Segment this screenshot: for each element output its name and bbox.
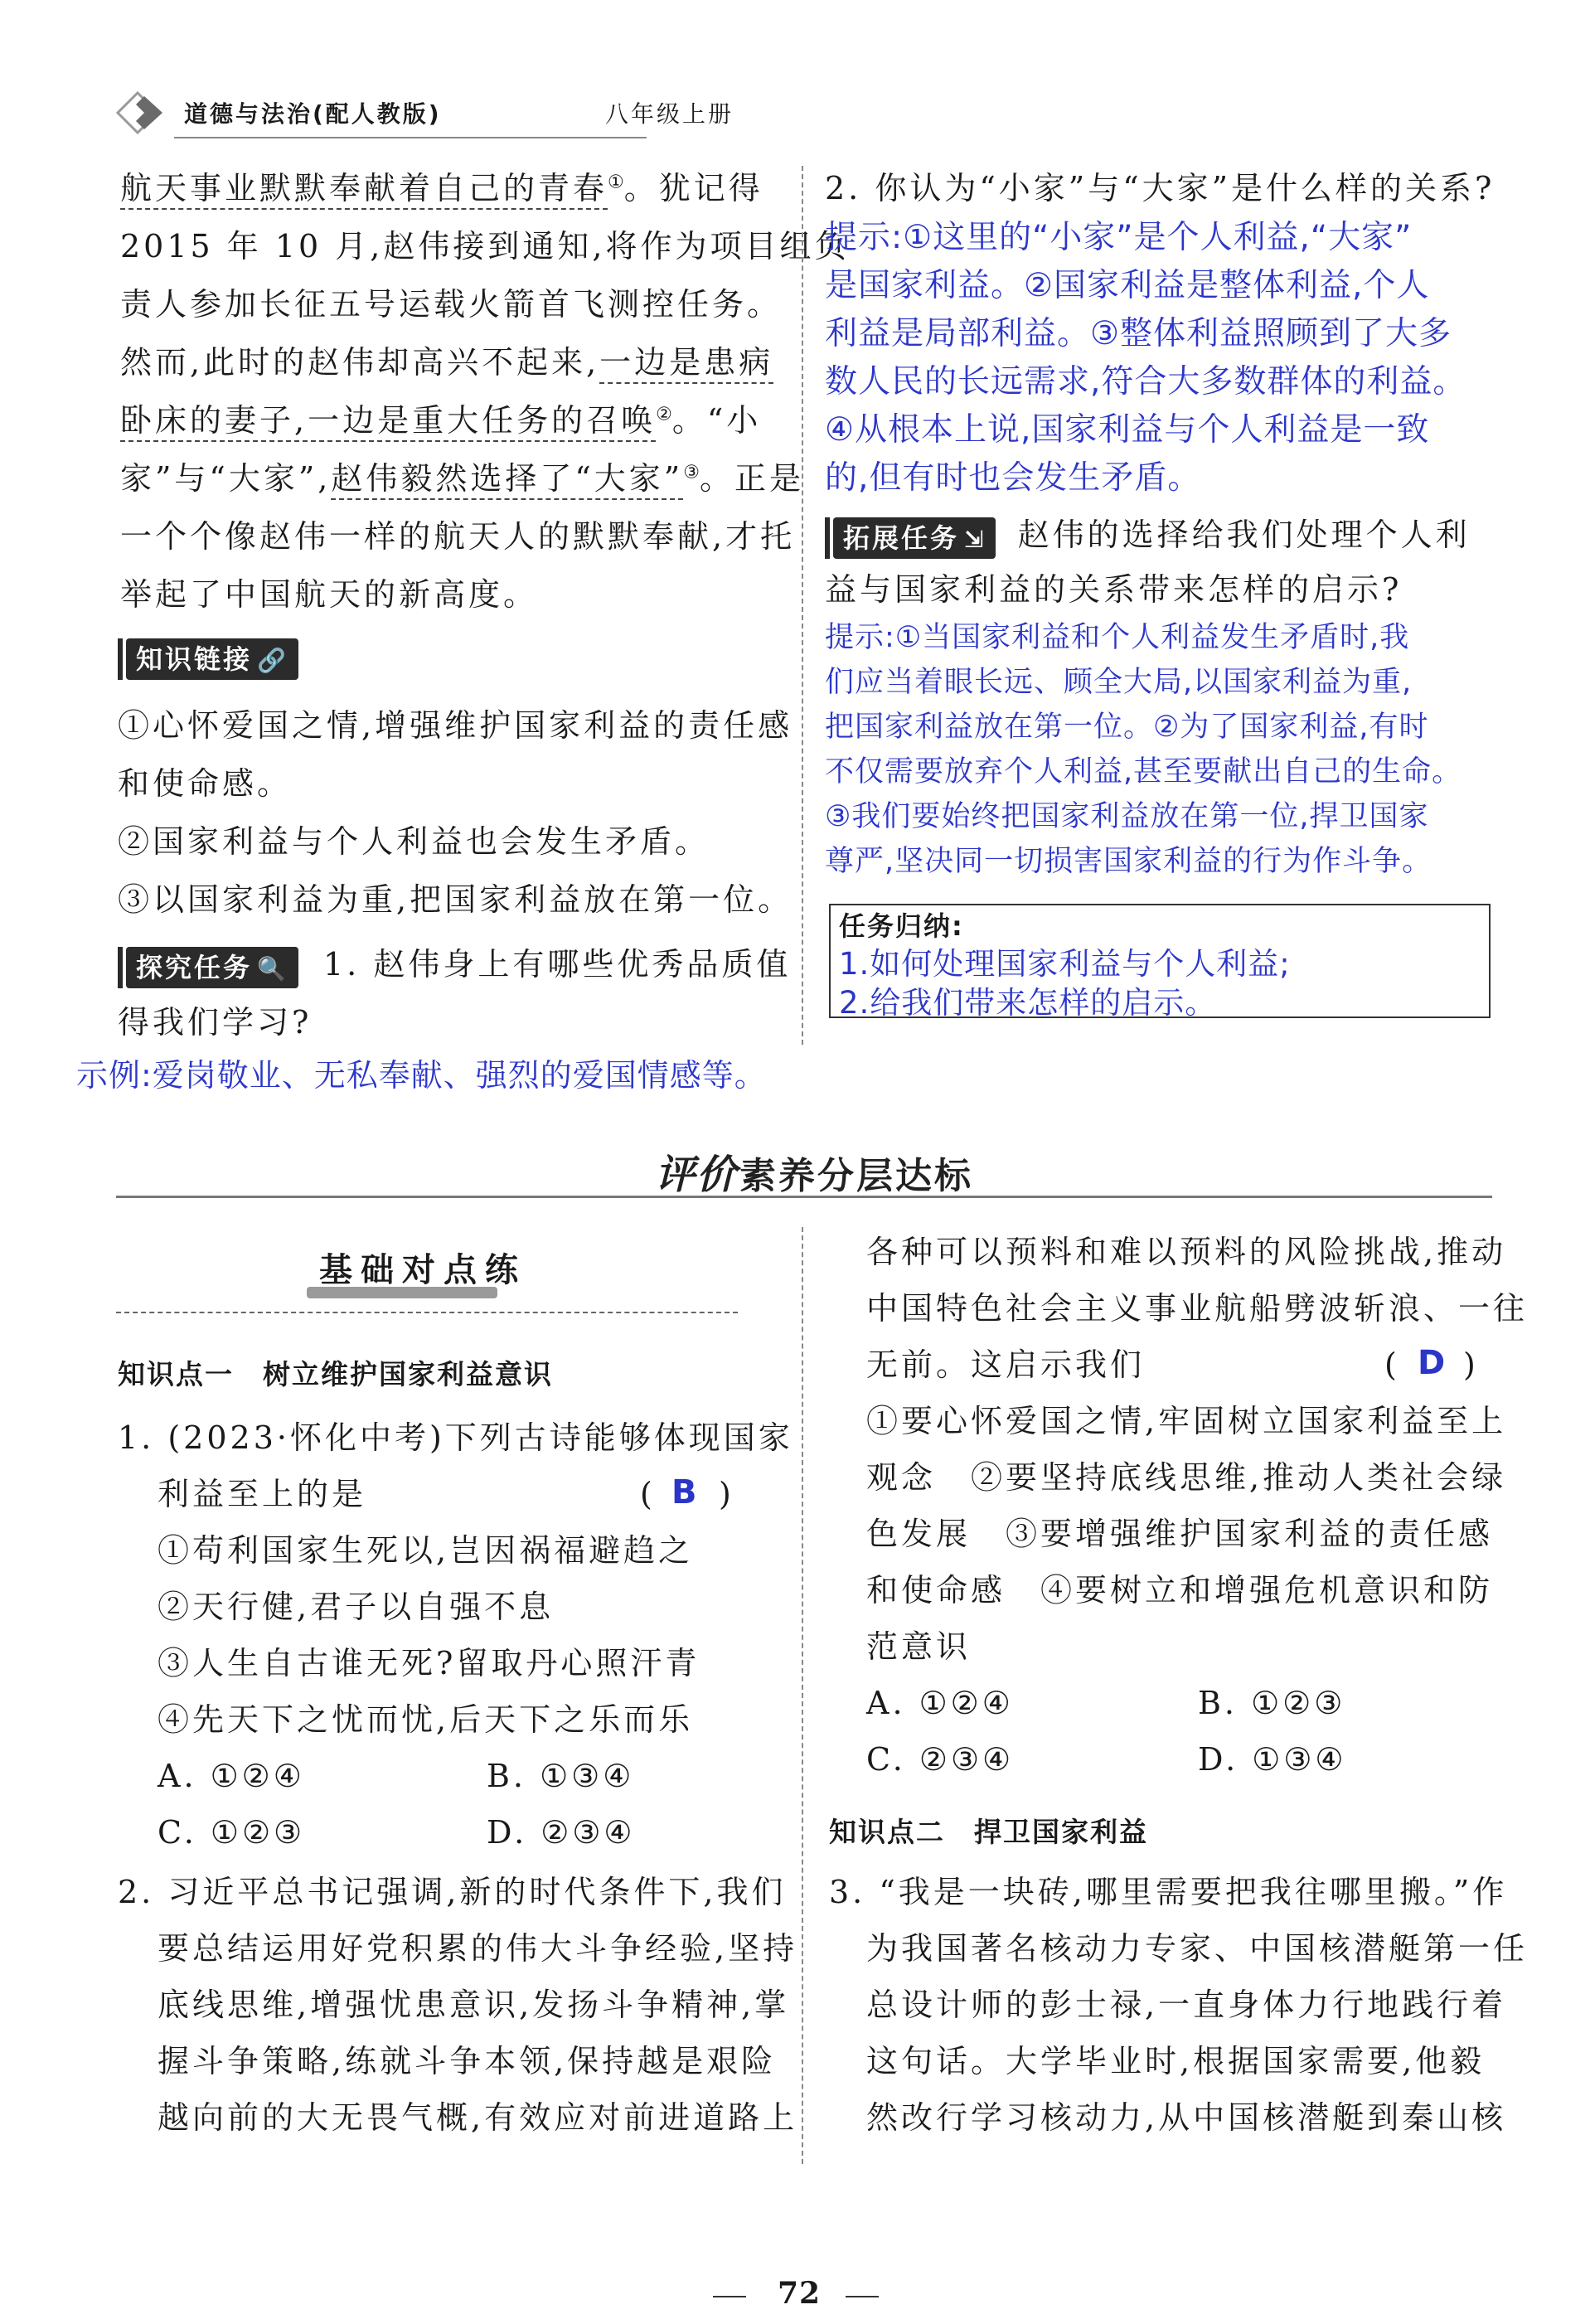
story-line: 航天事业默默奉献着自己的青春①。犹记得 xyxy=(120,159,800,217)
q1-block xyxy=(118,1409,793,1861)
extend-answer-line: 不仅需要放弃个人利益,甚至要献出自己的生命。 xyxy=(825,755,1462,788)
extend-answer-line: 把国家利益放在第一位。②为了国家利益,有时 xyxy=(825,711,1429,744)
story-line: 卧床的妻子,一边是重大任务的召唤②。“小 xyxy=(120,391,800,449)
q3-block xyxy=(829,1864,1529,2146)
knowledge-line: 和使命感。 xyxy=(118,765,293,802)
header-diamond-icon xyxy=(116,91,166,134)
story-line: 家”与“大家”,赵伟毅然选择了“大家”③。正是 xyxy=(120,449,800,507)
story-line: 2015 年 10 月,赵伟接到通知,将作为项目组负 xyxy=(120,228,850,264)
tag-accent xyxy=(118,947,123,988)
q2-line: 中国特色社会主义事业航船劈波斩浪、一往 xyxy=(866,1290,1529,1327)
story-line: 责人参加长征五号运载火箭首飞测控任务。 xyxy=(120,286,783,323)
explore-task-tag: 探究任务 🔍 xyxy=(126,947,298,988)
q2-option-line: 和使命感 ④要树立和增强危机意识和防 xyxy=(866,1572,1494,1608)
q2-option-line: 观念 ②要坚持底线思维,推动人类社会绿 xyxy=(866,1459,1507,1496)
q1-line: 利益至上的是 ( B ) xyxy=(118,1466,789,1522)
q2-choice-a: A. ①②④ xyxy=(866,1685,1014,1721)
q2-option-line: ①要心怀爱国之情,牢固树立国家利益至上 xyxy=(866,1403,1507,1439)
q2-option-line: 色发展 ③要增强维护国家利益的责任感 xyxy=(866,1516,1494,1552)
q1-option-text: ①苟利国家生死以,岂因祸福避趋之 xyxy=(158,1532,694,1569)
q1-choice-b: B. ①③④ xyxy=(487,1758,635,1794)
explore-task-line1: 探究任务 🔍 1. 赵伟身上有哪些优秀品质值 xyxy=(118,935,797,993)
q2-block-right xyxy=(829,1224,1529,1788)
knowledge-link-tag-row xyxy=(118,638,797,688)
q3-line: 这句话。大学毕业时,根据国家需要,他毅 xyxy=(866,2043,1486,2079)
header-title: 道德与法治(配人教版) xyxy=(184,100,442,128)
extend-answer-line: 尊严,坚决同一切损害国家利益的行为作斗争。 xyxy=(825,845,1432,878)
extend-task xyxy=(825,506,1538,884)
knowledge-line: ③以国家利益为重,把国家利益放在第一位。 xyxy=(118,881,793,918)
link-icon: 🔗 xyxy=(257,647,288,674)
q2-choices-row xyxy=(829,1675,1525,1731)
q1-option-text: ②天行健,君子以自强不息 xyxy=(158,1589,555,1625)
search-icon: 🔍 xyxy=(257,954,288,982)
practice-heading: 基础对点练 xyxy=(319,1251,526,1289)
extend-task-line2: 益与国家利益的关系带来怎样的启示? xyxy=(825,571,1403,608)
kp2-title: 知识点二 捍卫国家利益 xyxy=(829,1816,1148,1848)
extend-task-tag: 拓展任务 ⇲ xyxy=(833,517,996,559)
footer-dash-right xyxy=(846,2296,879,2297)
q2-choices-row xyxy=(829,1731,1525,1788)
q2-answer-line: 利益是局部利益。③整体利益照顾到了大多 xyxy=(825,315,1452,352)
q1-choices-row xyxy=(118,1804,789,1861)
footer-dash-left xyxy=(713,2296,746,2297)
q2-answer-line: ④从根本上说,国家利益与个人利益是一致 xyxy=(825,411,1430,449)
q1-choices-row xyxy=(118,1748,789,1804)
q2-answer: D xyxy=(1418,1344,1449,1382)
q3-line: 总设计师的彭士禄,一直身体力行地践行着 xyxy=(866,1987,1507,2023)
heading-rule xyxy=(116,1312,738,1313)
q2-block-left xyxy=(118,1864,798,2146)
knowledge-line: ①心怀爱国之情,增强维护国家利益的责任感 xyxy=(118,707,793,744)
q1-answer: B xyxy=(671,1473,700,1511)
q2-choice-d: D. ①③④ xyxy=(1198,1741,1347,1778)
header-grade: 八年级上册 xyxy=(605,100,734,128)
q2-line: 2. 习近平总书记强调,新的时代条件下,我们 xyxy=(118,1874,787,1910)
summary-box xyxy=(829,904,1491,1021)
explore-task-line2: 得我们学习? xyxy=(118,1004,313,1041)
q1-choice-d: D. ②③④ xyxy=(487,1814,636,1851)
q3-line: 然改行学习核动力,从中国核潜艇到秦山核 xyxy=(866,2099,1507,2136)
q2-answer-line: 是国家利益。②国家利益是整体利益,个人 xyxy=(825,267,1430,304)
q2-line: 握斗争策略,练就斗争本领,保持越是艰险 xyxy=(158,2043,777,2079)
q2-line: 各种可以预料和难以预料的风险挑战,推动 xyxy=(866,1234,1507,1270)
q2-line: 无前。这启示我们 ( D ) xyxy=(829,1337,1525,1393)
header-rule xyxy=(174,137,647,138)
q3-line: 为我国著名核动力专家、中国核潜艇第一任 xyxy=(866,1930,1529,1967)
q2-choice-c: C. ②③④ xyxy=(866,1741,1015,1778)
q1-choice-c: C. ①②③ xyxy=(158,1814,306,1851)
banner-label: 评价 xyxy=(655,1152,739,1198)
explore-task xyxy=(118,935,797,1051)
kp1-title: 知识点一 树立维护国家利益意识 xyxy=(118,1358,553,1390)
knowledge-link xyxy=(118,638,797,929)
story-line: 举起了中国航天的新高度。 xyxy=(120,576,539,613)
right-q2 xyxy=(825,163,1538,502)
q2-answer-line: 的,但有时也会发生矛盾。 xyxy=(825,459,1201,497)
extend-task-line1: 拓展任务 ⇲ 赵伟的选择给我们处理个人利 xyxy=(825,506,1538,564)
q2-line: 越向前的大无畏气概,有效应对前进道路上 xyxy=(158,2099,798,2136)
explore-task-answer: 示例:爱岗敬业、无私奉献、强烈的爱国情感等。 xyxy=(76,1057,767,1094)
q2-line: 要总结运用好党积累的伟大斗争经验,坚持 xyxy=(158,1930,798,1967)
column-divider-bottom xyxy=(802,1227,803,2164)
q1-line: 1. (2023·怀化中考)下列古诗能够体现国家 xyxy=(118,1419,793,1456)
column-divider-top xyxy=(802,166,803,1045)
extend-answer-line: 们应当着眼长远、顾全大局,以国家利益为重, xyxy=(825,666,1413,699)
q2-answer-line: 提示:①这里的“小家”是个人利益,“大家” xyxy=(825,219,1413,256)
q1-option-text: ③人生自古谁无死?留取丹心照汗青 xyxy=(158,1645,700,1681)
summary-item: 2.给我们带来怎样的启示。 xyxy=(839,985,1217,1021)
q2-line: 底线思维,增强忧患意识,发扬斗争精神,掌 xyxy=(158,1987,790,2023)
q1-choice-a: A. ①②④ xyxy=(158,1758,305,1794)
summary-item: 1.如何处理国家利益与个人利益; xyxy=(839,946,1291,982)
story-line: 然而,此时的赵伟却高兴不起来,一边是患病 xyxy=(120,333,800,391)
extend-answer-line: ③我们要始终把国家利益放在第一位,捍卫国家 xyxy=(825,800,1429,833)
banner-title: 素养分层达标 xyxy=(739,1155,973,1197)
knowledge-line: ②国家利益与个人利益也会发生矛盾。 xyxy=(118,823,710,860)
section-banner xyxy=(116,1136,1492,1202)
q2-option-line: 范意识 xyxy=(866,1628,972,1665)
expand-icon: ⇲ xyxy=(964,525,986,553)
left-story xyxy=(120,159,850,623)
q1-option-text: ④先天下之忧而忧,后天下之乐而乐 xyxy=(158,1701,694,1738)
header xyxy=(116,90,763,139)
q2-choice-b: B. ①②③ xyxy=(1198,1685,1346,1721)
summary-title: 任务归纳: xyxy=(839,910,964,942)
q2-answer-line: 数人民的长远需求,符合大多数群体的利益。 xyxy=(825,363,1466,400)
story-line: 一个个像赵伟一样的航天人的默默奉献,才托 xyxy=(120,518,796,555)
knowledge-link-tag: 知识链接 🔗 xyxy=(126,638,298,680)
tag-accent xyxy=(825,517,830,559)
tag-accent xyxy=(118,638,123,680)
page-number: 72 xyxy=(778,2276,822,2311)
footer xyxy=(713,2276,879,2317)
extend-answer-line: 提示:①当国家利益和个人利益发生矛盾时,我 xyxy=(825,621,1410,654)
q3-line: 3. “我是一块砖,哪里需要把我往哪里搬。”作 xyxy=(829,1874,1508,1910)
q2-question: 2. 你认为“小家”与“大家”是什么样的关系? xyxy=(825,170,1495,206)
practice-heading-wrap xyxy=(116,1235,738,1318)
